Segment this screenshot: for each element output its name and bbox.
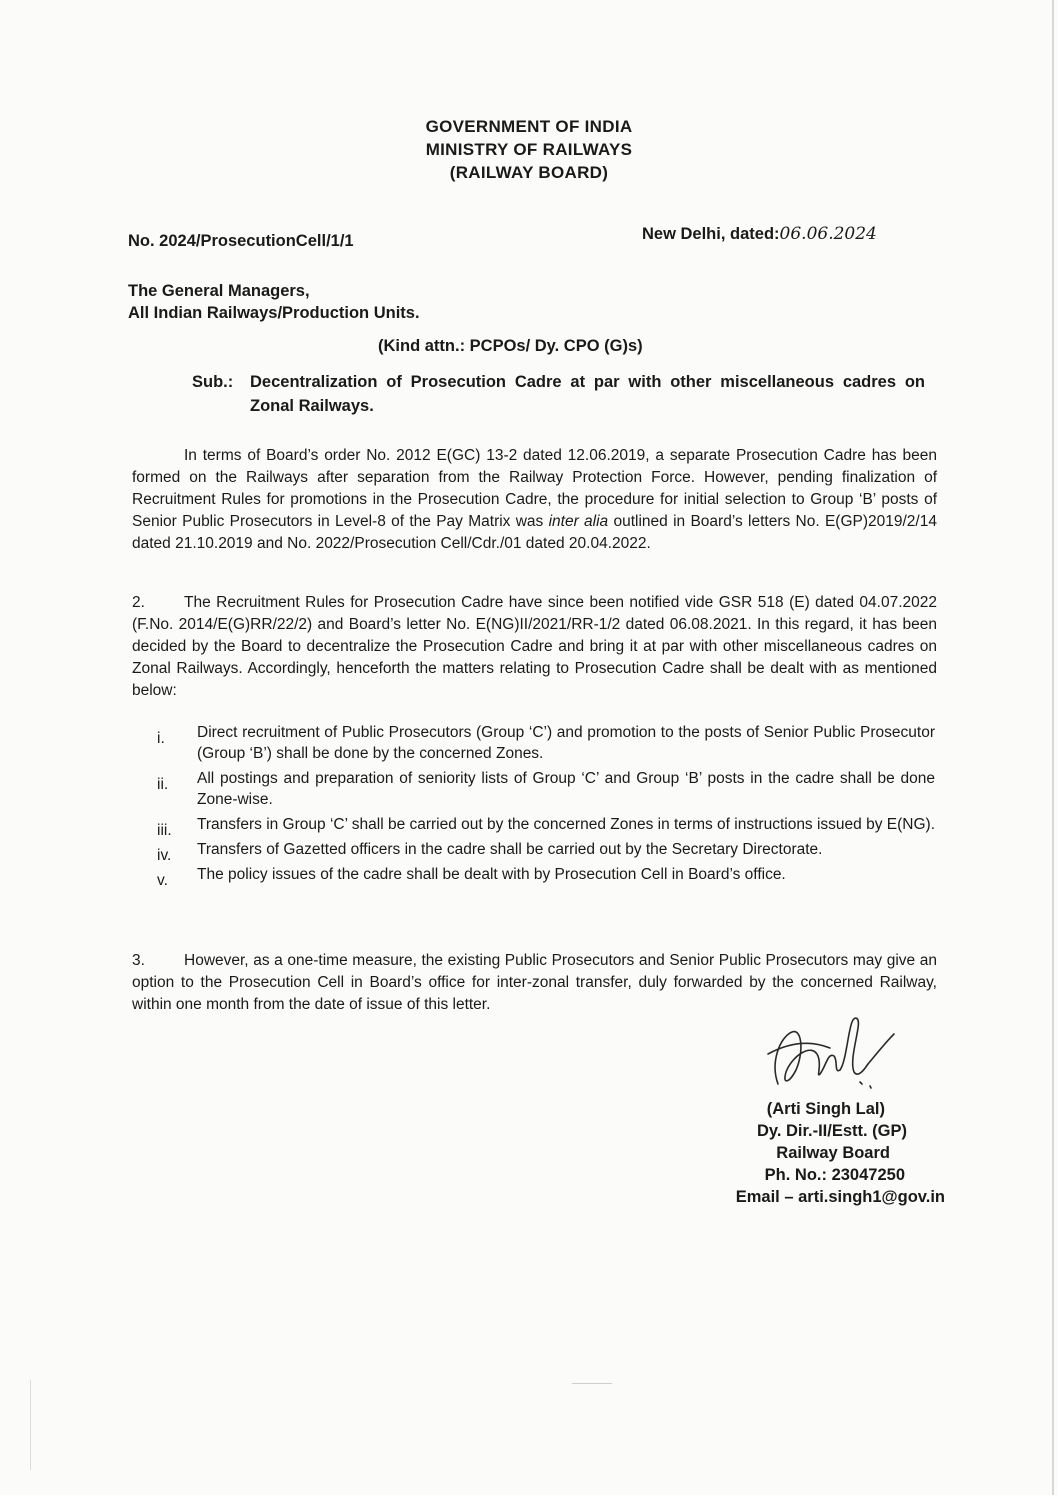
subject-text: Decentralization of Prosecution Cadre at par with other miscellaneous cadres on Zonal Railways.: [250, 373, 925, 415]
signatory-name: (Arti Singh Lal): [766, 1100, 885, 1118]
list-item-number: iv.: [157, 847, 172, 864]
paragraph-1-text-b: outlined in Board’s letters No. E(GP)2019/2/14 dated 21.10.2019 and No. 2022/Prosecution Cell/Cdr./01 dated 20.04.2022.: [132, 513, 937, 552]
list-item: [135, 864, 935, 889]
signatory-phone: Ph. No.: 23047250: [764, 1166, 905, 1184]
paragraph-3-text: However, as a one-time measure, the existing Public Prosecutors and Senior Public Prosecutors may give an option to the Prosecution Cell in Board’s office for inter-zonal transfer, duly forwarded by the concerned Railway, within one month from the date of issue of this letter.: [132, 952, 937, 1013]
signatory-office: Railway Board: [776, 1144, 890, 1162]
signatory-block: [700, 1098, 945, 1208]
paragraph-3-number: 3.: [132, 952, 145, 969]
list-item-text: All postings and preparation of seniority lists of Group ‘C’ and Group ‘B’ posts in the cadre shall be done Zone-wise.: [197, 770, 935, 808]
list-item-text: Direct recruitment of Public Prosecutors (Group ‘C’) and promotion to the posts of Senior Public Prosecutor (Group ‘B’) shall be done by the concerned Zones.: [197, 724, 935, 762]
paragraph-1-text-a: In terms of Board’s order No. 2012 E(GC) 13-2 dated 12.06.2019, a separate Prosecution Cadre has been formed on the Railways after separation from the Railway Protection Force. However, pending finalization of Recruitment Rules for promotions in the Prosecution Cadre, the procedure for initial selection to Group ‘B’ posts of Senior Public Prosecutors in Level-8 of the Pay Matrix was: [132, 447, 937, 530]
subject: [192, 370, 932, 418]
addressee-line-1: The General Managers,: [128, 282, 310, 300]
paragraph-1: [132, 445, 937, 555]
list-item-number: ii.: [157, 776, 169, 793]
paragraph-2-number: 2.: [132, 594, 145, 611]
kind-attention: (Kind attn.: PCPOs/ Dy. CPO (G)s): [378, 337, 643, 355]
handwritten-signature: [760, 1012, 900, 1102]
instruction-list: [135, 722, 935, 889]
signatory-designation: Dy. Dir.-II/Estt. (GP): [756, 1122, 907, 1140]
list-item: [135, 722, 935, 764]
letterhead-board: (RAILWAY BOARD): [449, 163, 609, 182]
subject-label: Sub.:: [192, 373, 234, 391]
scan-margin-mark: [30, 1380, 31, 1470]
list-item: [135, 768, 935, 810]
date-value: 06.06.2024: [779, 224, 877, 244]
list-item: [135, 839, 935, 864]
date-label: New Delhi, dated:: [642, 225, 780, 243]
letterhead-ministry: MINISTRY OF RAILWAYS: [425, 140, 633, 159]
letterhead: [0, 115, 1058, 184]
list-item-text: Transfers in Group ‘C’ shall be carried out by the concerned Zones in terms of instructions issued by E(NG).: [197, 816, 935, 833]
list-item-text: The policy issues of the cadre shall be dealt with by Prosecution Cell in Board’s office.: [197, 866, 786, 883]
paragraph-3: [132, 950, 937, 1016]
addressee-line-2: All Indian Railways/Production Units.: [128, 304, 420, 322]
list-item-number: i.: [157, 730, 165, 747]
signatory-email: Email – arti.singh1@gov.in: [735, 1188, 945, 1206]
letterhead-government: GOVERNMENT OF INDIA: [425, 117, 633, 136]
list-item-number: iii.: [157, 822, 172, 839]
list-item-number: v.: [157, 872, 168, 889]
paragraph-2-text: The Recruitment Rules for Prosecution Cadre have since been notified vide GSR 518 (E) dated 04.07.2022 (F.No. 2014/E(G)RR/22/2) and Board’s letter No. E(NG)II/2021/RR-1/2 dated 06.08.2021. In this regard, it has been decided by the Board to decentralize the Prosecution Cadre and bring it at par with other miscellaneous cadres on Zonal Railways. Accordingly, henceforth the matters relating to Prosecution Cadre shall be dealt with as mentioned below:: [132, 594, 937, 699]
date-line: [642, 224, 877, 244]
paragraph-2: [132, 592, 937, 702]
paragraph-1-italic: inter alia: [548, 513, 609, 530]
scan-edge-line: [1052, 0, 1054, 1495]
list-item-text: Transfers of Gazetted officers in the cadre shall be carried out by the Secretary Directorate.: [197, 841, 823, 858]
list-item: [135, 814, 935, 839]
scan-artifact-dash: [572, 1383, 612, 1384]
addressee: [128, 280, 420, 324]
reference-number: No. 2024/ProsecutionCell/1/1: [128, 232, 354, 250]
